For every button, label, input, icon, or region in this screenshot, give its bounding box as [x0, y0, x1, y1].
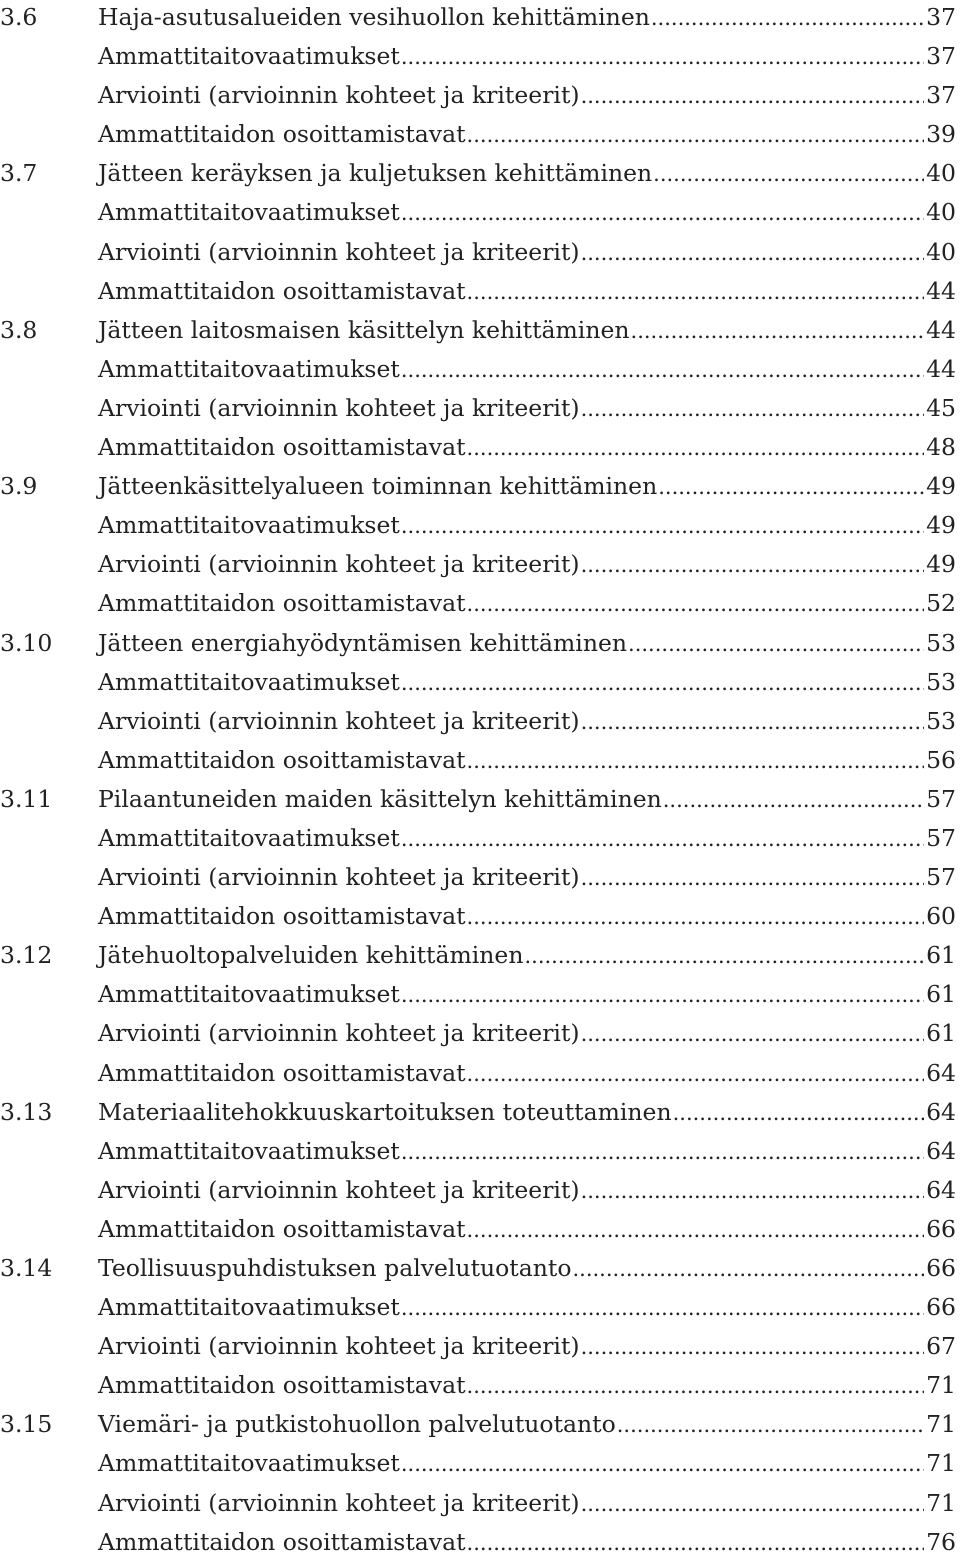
toc-subentry[interactable]	[0, 897, 956, 936]
toc-entry-title: Arviointi (arvioinnin kohteet ja kriteerit)	[98, 1019, 580, 1048]
toc-subentry[interactable]	[0, 975, 956, 1014]
toc-subentry[interactable]	[0, 1054, 956, 1093]
toc-page-number: 37	[926, 3, 956, 31]
dot-leader	[401, 38, 924, 77]
toc-entry-title: Ammattitaidon osoittamistavat	[98, 1371, 466, 1400]
dot-leader	[663, 781, 924, 820]
toc-page-number: 39	[926, 120, 956, 149]
dot-leader	[467, 898, 925, 937]
toc-subentry[interactable]	[0, 506, 956, 545]
toc-page-number: 40	[926, 237, 956, 266]
toc-subentry[interactable]	[0, 350, 956, 389]
dot-leader	[581, 859, 925, 898]
toc-page-number: 49	[926, 472, 956, 501]
toc-page-number: 56	[926, 745, 956, 774]
dot-leader	[401, 820, 924, 859]
dot-leader	[581, 546, 925, 585]
toc-entry-title: Ammattitaidon osoittamistavat	[98, 745, 466, 774]
dot-leader	[524, 937, 924, 976]
dot-leader	[581, 77, 925, 116]
dot-leader	[467, 1367, 925, 1406]
toc-entry-title: Ammattitaidon osoittamistavat	[98, 433, 466, 462]
toc-section-number: 3.12	[0, 941, 53, 970]
toc-page-number: 53	[926, 667, 956, 696]
dot-leader	[581, 703, 925, 742]
dot-leader	[467, 1055, 925, 1094]
toc-subentry[interactable]	[0, 1014, 956, 1053]
toc-page-number: 53	[926, 706, 956, 735]
toc-subentry[interactable]	[0, 741, 956, 780]
toc-entry-title: Arviointi (arvioinnin kohteet ja kriteerit)	[98, 237, 580, 266]
toc-section-entry[interactable]	[0, 1405, 956, 1444]
toc-section-number: 3.14	[0, 1254, 53, 1282]
toc-entry-title: Ammattitaitovaatimukset	[98, 198, 400, 227]
toc-page-number: 45	[926, 393, 956, 422]
toc-entry-title: Ammattitaitovaatimukset	[98, 1136, 400, 1165]
toc-entry-title: Ammattitaidon osoittamistavat	[98, 120, 466, 149]
toc-subentry[interactable]	[0, 428, 956, 467]
toc-page-number: 40	[926, 198, 956, 227]
toc-page-number: 37	[926, 81, 956, 110]
toc-page-number: 76	[926, 1527, 956, 1556]
dot-leader	[658, 468, 924, 507]
toc-page-number: 49	[926, 511, 956, 540]
toc-entry-title: Materiaalitehokkuuskartoituksen toteuttaminen	[98, 1097, 672, 1126]
dot-leader	[651, 0, 924, 38]
toc-page-number: 66	[926, 1254, 956, 1282]
toc-section-entry[interactable]	[0, 624, 956, 663]
toc-subentry[interactable]	[0, 702, 956, 741]
toc-entry-title: Arviointi (arvioinnin kohteet ja kriteerit)	[98, 81, 580, 110]
dot-leader	[653, 155, 924, 194]
toc-subentry[interactable]	[0, 272, 956, 311]
toc-page-number: 64	[926, 1175, 956, 1204]
toc-section-entry[interactable]	[0, 1093, 956, 1132]
toc-subentry[interactable]	[0, 1444, 956, 1483]
dot-leader	[401, 664, 924, 703]
dot-leader	[581, 234, 925, 273]
toc-entry-title: Ammattitaidon osoittamistavat	[98, 902, 466, 931]
toc-subentry[interactable]	[0, 1327, 956, 1366]
toc-section-entry[interactable]	[0, 780, 956, 819]
toc-entry-title: Arviointi (arvioinnin kohteet ja kriteerit)	[98, 706, 580, 735]
toc-entry-title: Ammattitaidon osoittamistavat	[98, 589, 466, 618]
dot-leader	[401, 976, 924, 1015]
toc-entry-title: Jätteenkäsittelyalueen toiminnan kehittäminen	[98, 472, 658, 501]
toc-subentry[interactable]	[0, 858, 956, 897]
toc-section-number: 3.10	[0, 628, 53, 657]
toc-section-entry[interactable]	[0, 154, 956, 193]
toc-section-number: 3.15	[0, 1410, 53, 1439]
toc-entry-title: Ammattitaidon osoittamistavat	[98, 1058, 466, 1087]
toc-page-number: 71	[926, 1371, 956, 1400]
toc-subentry[interactable]	[0, 76, 956, 115]
dot-leader	[401, 507, 924, 546]
toc-subentry[interactable]	[0, 1132, 956, 1171]
toc-entry-title: Jätehuoltopalveluiden kehittäminen	[98, 941, 524, 970]
toc-subentry[interactable]	[0, 193, 956, 232]
toc-entry-title: Ammattitaitovaatimukset	[98, 980, 400, 1009]
toc-page-number: 66	[926, 1214, 956, 1243]
dot-leader	[401, 351, 924, 390]
dot-leader	[581, 1485, 925, 1524]
dot-leader	[467, 116, 925, 155]
toc-page-number: 64	[926, 1097, 956, 1126]
dot-leader	[631, 312, 925, 351]
dot-leader	[617, 1406, 924, 1445]
toc-entry-title: Ammattitaidon osoittamistavat	[98, 1527, 466, 1556]
toc-subentry[interactable]	[0, 545, 956, 584]
toc-page-number: 60	[926, 902, 956, 931]
dot-leader	[581, 1172, 925, 1211]
toc-section-number: 3.7	[0, 159, 38, 188]
toc-entry-title: Pilaantuneiden maiden käsittelyn kehittäminen	[98, 784, 662, 813]
toc-entry-title: Ammattitaitovaatimukset	[98, 1293, 400, 1322]
toc-page-number: 66	[926, 1293, 956, 1322]
toc-page-number: 64	[926, 1058, 956, 1087]
toc-entry-title: Arviointi (arvioinnin kohteet ja kriteerit)	[98, 1175, 580, 1204]
dot-leader	[572, 1250, 924, 1289]
toc-subentry[interactable]	[0, 584, 956, 623]
toc-section-number: 3.8	[0, 315, 38, 344]
toc-entry-title: Ammattitaidon osoittamistavat	[98, 276, 466, 305]
toc-page-number: 53	[926, 628, 956, 657]
toc-section-entry[interactable]	[0, 1249, 956, 1288]
dot-leader	[467, 429, 925, 468]
toc-entry-title: Jätteen laitosmaisen käsittelyn kehittäminen	[98, 315, 630, 344]
dot-leader	[467, 273, 925, 312]
toc-section-number: 3.6	[0, 3, 38, 31]
toc-entry-title: Haja-asutusalueiden vesihuollon kehittäminen	[98, 3, 650, 31]
toc-entry-title: Ammattitaitovaatimukset	[98, 823, 400, 852]
toc-page-number: 71	[926, 1449, 956, 1478]
toc-subentry[interactable]	[0, 1171, 956, 1210]
toc-entry-title: Arviointi (arvioinnin kohteet ja kriteerit)	[98, 393, 580, 422]
toc-entry-title: Ammattitaidon osoittamistavat	[98, 1214, 466, 1243]
toc-page-number: 71	[926, 1410, 956, 1439]
toc-subentry[interactable]	[0, 1484, 956, 1523]
dot-leader	[401, 1445, 924, 1484]
toc-entry-title: Arviointi (arvioinnin kohteet ja kriteerit)	[98, 1488, 580, 1517]
toc-entry-title: Arviointi (arvioinnin kohteet ja kriteerit)	[98, 863, 580, 892]
dot-leader	[581, 1015, 925, 1054]
dot-leader	[467, 742, 925, 781]
toc-page-number: 61	[926, 941, 956, 970]
toc-subentry[interactable]	[0, 233, 956, 272]
toc-entry-title: Ammattitaitovaatimukset	[98, 667, 400, 696]
toc-entry-title: Viemäri- ja putkistohuollon palvelutuotanto	[98, 1410, 616, 1439]
toc-subentry[interactable]	[0, 1288, 956, 1327]
toc-page-number: 44	[926, 276, 956, 305]
toc-entry-title: Jätteen keräyksen ja kuljetuksen kehittäminen	[98, 159, 653, 188]
toc-subentry[interactable]	[0, 389, 956, 428]
toc-entry-title: Ammattitaitovaatimukset	[98, 42, 400, 71]
toc-entry-title: Ammattitaitovaatimukset	[98, 1449, 400, 1478]
dot-leader	[581, 1328, 925, 1367]
dot-leader	[467, 585, 925, 624]
toc-section-entry[interactable]	[0, 311, 956, 350]
dot-leader	[628, 625, 924, 664]
toc-subentry[interactable]	[0, 663, 956, 702]
toc-page-number: 44	[926, 315, 956, 344]
toc-section-entry[interactable]	[0, 936, 956, 975]
toc-page-number: 67	[926, 1332, 956, 1361]
dot-leader	[581, 390, 925, 429]
toc-subentry[interactable]	[0, 1523, 956, 1562]
toc-page-number: 40	[926, 159, 956, 188]
toc-page-number: 52	[926, 589, 956, 618]
toc-subentry[interactable]	[0, 1366, 956, 1405]
dot-leader	[401, 1133, 924, 1172]
toc-section-entry[interactable]	[0, 467, 956, 506]
toc-page-number: 44	[926, 354, 956, 383]
dot-leader	[467, 1211, 925, 1250]
toc-section-number: 3.11	[0, 784, 53, 813]
toc-page-number: 57	[926, 863, 956, 892]
toc-entry-title: Jätteen energiahyödyntämisen kehittäminen	[98, 628, 628, 657]
toc-page-number: 37	[926, 42, 956, 71]
toc-page-number: 61	[926, 980, 956, 1009]
toc-subentry[interactable]	[0, 1210, 956, 1249]
toc-entry-title: Ammattitaitovaatimukset	[98, 511, 400, 540]
toc-section-number: 3.9	[0, 472, 38, 501]
toc-subentry[interactable]	[0, 37, 956, 76]
toc-entry-title: Arviointi (arvioinnin kohteet ja kriteerit)	[98, 550, 580, 579]
toc-entry-title: Arviointi (arvioinnin kohteet ja kriteerit)	[98, 1332, 580, 1361]
toc-page-number: 64	[926, 1136, 956, 1165]
dot-leader	[673, 1094, 924, 1133]
toc-page-number: 57	[926, 823, 956, 852]
toc-page-number: 48	[926, 433, 956, 462]
toc-page-number: 49	[926, 550, 956, 579]
toc-entry-title: Ammattitaitovaatimukset	[98, 354, 400, 383]
toc-subentry[interactable]	[0, 819, 956, 858]
toc-subentry[interactable]	[0, 115, 956, 154]
toc-page-number: 57	[926, 784, 956, 813]
toc-section-number: 3.13	[0, 1097, 53, 1126]
dot-leader	[401, 194, 924, 233]
toc-entry-title: Teollisuuspuhdistuksen palvelutuotanto	[98, 1254, 572, 1282]
toc-page-number: 61	[926, 1019, 956, 1048]
dot-leader	[467, 1524, 925, 1563]
toc-page-number: 71	[926, 1488, 956, 1517]
dot-leader	[401, 1289, 924, 1328]
toc-section-entry[interactable]	[0, 0, 956, 37]
